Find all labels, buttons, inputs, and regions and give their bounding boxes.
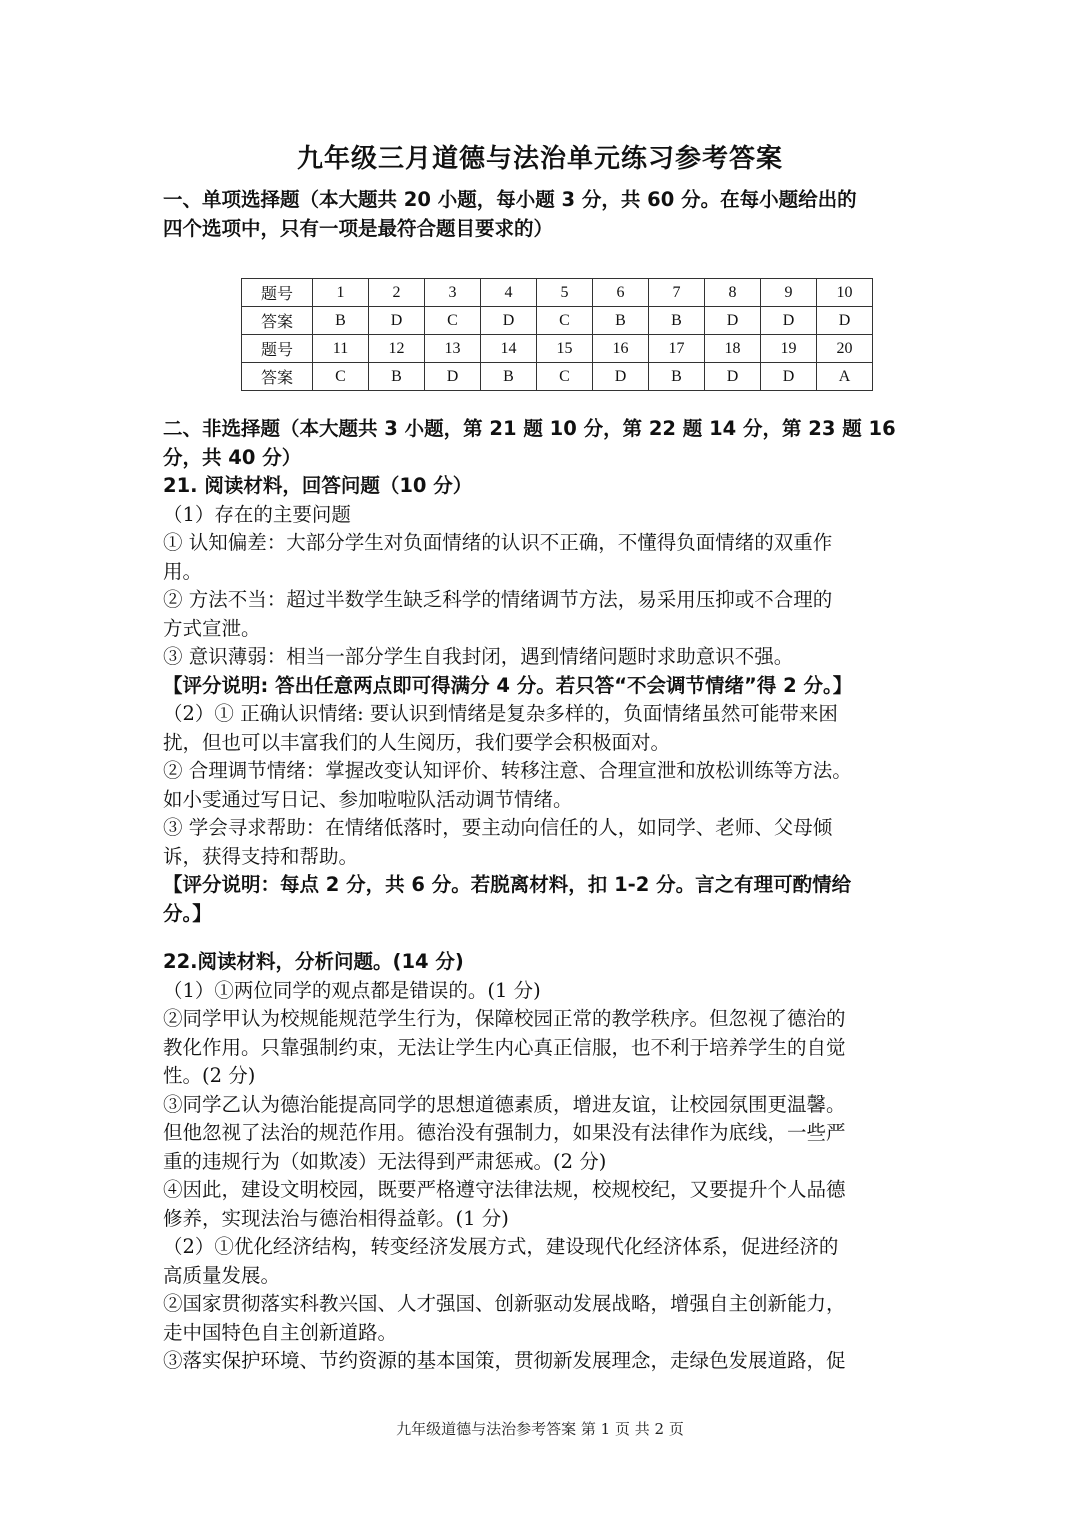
answer-table-cell: 19 [761,335,817,363]
q22-line: 走中国特色自主创新道路。 [163,1320,398,1344]
q21-line: 方式宣泄。 [163,616,261,640]
answer-table-cell: 4 [481,279,537,307]
page-footer: 九年级道德与法治参考答案 第 1 页 共 2 页 [396,1420,684,1438]
answer-table-cell: 2 [369,279,425,307]
answer-table-cell: B [593,307,649,335]
q22-line: 修养，实现法治与德治相得益彰。(1 分) [163,1206,509,1230]
answer-table-cell: D [593,363,649,391]
answer-table-cell: D [481,307,537,335]
q22-line: ②国家贯彻落实科教兴国、人才强国、创新驱动发展战略，增强自主创新能力， [163,1292,846,1315]
q21-line: （2）① 正确认识情绪: 要认识到情绪是复杂多样的，负面情绪虽然可能带来困 [163,702,838,725]
q22-line: （1）①两位同学的观点都是错误的。(1 分) [163,978,541,1002]
question-22-heading: 22.阅读材料，分析问题。(14 分) [163,950,464,973]
answer-table-cell: D [705,363,761,391]
answer-table-cell: B [649,363,705,391]
q21-scoring-note-2: 【评分说明：每点 2 分，共 6 分。若脱离材料，扣 1-2 分。言之有理可酌情给 [163,873,852,896]
answer-table-cell: 11 [313,335,369,363]
answer-table-row-label: 题号 [242,279,313,307]
answer-table-cell: A [817,363,873,391]
answer-table-row-label: 答案 [242,307,313,335]
answer-table-cell: D [761,307,817,335]
q22-line: ②同学甲认为校规能规范学生行为，保障校园正常的教学秩序。但忽视了德治的 [163,1007,846,1030]
answer-table-cell: 3 [425,279,481,307]
answer-table-cell: 5 [537,279,593,307]
answer-table-cell: 10 [817,279,873,307]
answer-table-cell: 16 [593,335,649,363]
q22-line: 但他忽视了法治的规范作用。德治没有强制力，如果没有法律作为底线，一些严 [163,1121,846,1144]
q21-scoring-note-2: 分。】 [163,901,212,925]
q21-line: 扰，但也可以丰富我们的人生阅历，我们要学会积极面对。 [163,730,671,754]
answer-table [241,278,873,391]
q21-line: ① 认知偏差：大部分学生对负面情绪的认识不正确，不懂得负面情绪的双重作 [163,531,833,554]
answer-table-cell: 14 [481,335,537,363]
answer-table-row-label: 题号 [242,335,313,363]
q21-line: 如小雯通过写日记、参加啦啦队活动调节情绪。 [163,787,573,811]
document-title: 九年级三月道德与法治单元练习参考答案 [296,144,783,174]
answer-table-cell: B [649,307,705,335]
q22-line: 性。(2 分) [163,1064,256,1087]
section-two-heading [163,415,923,472]
answer-table-cell: 12 [369,335,425,363]
answer-table-cell: 1 [313,279,369,307]
answer-table-cell: 18 [705,335,761,363]
q22-line: ③落实保护环境、节约资源的基本国策，贯彻新发展理念，走绿色发展道路，促 [163,1349,846,1372]
question-22 [163,948,923,1376]
q21-line: ③ 学会寻求帮助：在情绪低落时，要主动向信任的人，如同学、老师、父母倾 [163,816,833,839]
answer-table-row [242,335,873,363]
section-two-line: 二、非选择题（本大题共 3 小题，第 21 题 10 分，第 22 题 14 分，第 23 题 16 [163,417,896,440]
section-one-heading [163,186,923,243]
answer-table-cell: C [537,307,593,335]
answer-table-cell: D [425,363,481,391]
answer-table-row [242,363,873,391]
answer-table-cell: D [761,363,817,391]
q21-line: ② 合理调节情绪：掌握改变认知评价、转移注意、合理宣泄和放松训练等方法。 [163,759,852,782]
answer-table-cell: D [369,307,425,335]
answer-table-cell: 13 [425,335,481,363]
q22-line: 重的违规行为（如欺凌）无法得到严肃惩戒。(2 分) [163,1149,607,1173]
q21-scoring-note: 【评分说明: 答出任意两点即可得满分 4 分。若只答“不会调节情绪”得 2 分。】 [163,673,853,697]
answer-table-cell: B [369,363,425,391]
answer-table-cell: B [313,307,369,335]
question-21-heading: 21. 阅读材料，回答问题（10 分） [163,474,473,497]
answer-table-cell: D [705,307,761,335]
answer-table-cell: C [313,363,369,391]
answer-table-row [242,279,873,307]
answer-table-cell: D [817,307,873,335]
q22-line: 教化作用。只靠强制约束，无法让学生内心真正信服，也不利于培养学生的自觉 [163,1035,846,1059]
q22-line: （2）①优化经济结构，转变经济发展方式，建设现代化经济体系，促进经济的 [163,1235,839,1258]
q21-line: 诉，获得支持和帮助。 [163,844,359,868]
q21-line: ③ 意识薄弱：相当一部分学生自我封闭，遇到情绪问题时求助意识不强。 [163,645,794,668]
section-two-line: 分，共 40 分） [163,445,302,469]
q21-line: ② 方法不当：超过半数学生缺乏科学的情绪调节方法，易采用压抑或不合理的 [163,588,833,611]
answer-table-cell: 6 [593,279,649,307]
answer-table-cell: C [425,307,481,335]
q21-line: （1）存在的主要问题 [163,502,351,526]
question-21 [163,472,923,928]
answer-table-cell: 9 [761,279,817,307]
section-one-line: 四个选项中，只有一项是最符合题目要求的） [163,216,554,240]
answer-table-cell: 20 [817,335,873,363]
answer-table-cell: 7 [649,279,705,307]
answer-table-cell: C [537,363,593,391]
answer-table-row-label: 答案 [242,363,313,391]
section-one-line: 一、单项选择题（本大题共 20 小题，每小题 3 分，共 60 分。在每小题给出的 [163,188,857,211]
answer-table-row [242,307,873,335]
q22-line: ④因此，建设文明校园，既要严格遵守法律法规，校规校纪，又要提升个人品德 [163,1178,846,1201]
answer-table-cell: 17 [649,335,705,363]
answer-table-cell: B [481,363,537,391]
answer-table-cell: 8 [705,279,761,307]
q22-line: ③同学乙认为德治能提高同学的思想道德素质，增进友谊，让校园氛围更温馨。 [163,1092,846,1116]
q21-line: 用。 [163,559,203,583]
q22-line: 高质量发展。 [163,1263,281,1287]
answer-table-cell: 15 [537,335,593,363]
